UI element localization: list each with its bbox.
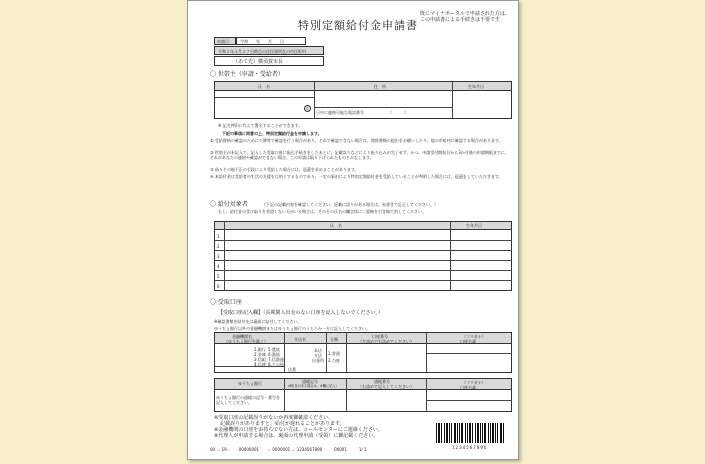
branch-type-2[interactable]: 支店 (314, 353, 322, 358)
consent-item-2: ② 世帯主が未記入で、記入した受取口座に振込手続きをしたあとに、記載誤りなどにより振り込みが完了せず、かつ、申請受付開始日から3か月後の申請期限までに、それがあなたの連絡や確認ができない場合、この申請は取り下げられたものとみなします。 (210, 150, 509, 160)
bank-type-6[interactable]: 6.漁協 (268, 352, 280, 357)
section-householder-heading: 〇 世帯主（申請・受給者） (210, 71, 284, 78)
bank-type-4[interactable]: 4.信連 (254, 362, 266, 367)
yucho-col-kana: 口座名義 (460, 385, 476, 390)
yucho-col-number: 通帳番号 (374, 379, 390, 384)
recipient-row-1: 1 (217, 234, 220, 239)
bank-type-2[interactable]: 2.金庫 (254, 352, 266, 357)
bank-col-account: 口座番号 (372, 334, 388, 339)
phone-label: 日中に連絡可能な電話番号 (316, 110, 364, 115)
yucho-col-symbol: 通帳記号 (302, 379, 318, 384)
account-heading: 【受取口座記入欄】（長期間入出金のない口座を記入しないでください。） (218, 310, 384, 316)
recipient-row-6: 6 (217, 284, 220, 289)
deposit-type-1[interactable]: 1.普通 (328, 351, 340, 356)
section-account-heading: 〇 受取口座 (210, 299, 242, 306)
seal-note: ※ 記名押印に代えて署名することができます。 (218, 123, 303, 128)
account-subnote-2: ゆうちょ銀行以外の金融機関またはゆうちょ銀行のうちらか一方に記入してください。 (214, 326, 370, 331)
bank-type-8[interactable]: 8.その他 (268, 362, 284, 367)
recipients-instruction-2: もし、給付金の受け取りを希望しない方がいる場合は、その方の氏名の欄全体に二重線を引き線で消してください。 (218, 209, 426, 214)
branch-type-3[interactable]: 出張所 (312, 358, 324, 363)
householder-col-birth: 生年月日 (468, 84, 484, 89)
recipient-row-2: 2 (217, 244, 220, 249)
apply-date-field[interactable]: 令和 年 月 日 (236, 37, 306, 45)
form-title: 特別定額給付金申請書 (298, 19, 418, 32)
yucho-col-kana-sub: （フリガナ） (462, 380, 486, 385)
bank-type-3[interactable]: 3.信組 (254, 357, 266, 362)
consent-item-4: ④ 本給付金は受給者の生活の支援を目的とするものであり、一定の事由により特別定額給付金を受給していることが判明した場合には、返還をしていただきます。 (210, 174, 503, 179)
consent-item-3: ③ 偽りその他不正の手段により受給した場合には、返還を求めることがあります。 (210, 167, 359, 172)
phone-field[interactable]: （ ） (388, 110, 408, 115)
recipients-col-birth: 生年月日 (466, 223, 482, 228)
bottom-code-line: 00 ＝ 19＝ 00000001 ＝ 0000001 ＝ 1234567890 00001 1/ 1 (210, 447, 367, 452)
consent-item-1: ① 受給資格の確認のために公簿等で確認を行う場合があり、それで確認できない場合は、関係書類の提出をお願いしたり、他の市町村に確認する場合があります。 (210, 138, 503, 143)
bank-col-kana: 口座名義 (460, 339, 476, 344)
account-subnote: ※確認書類を貼付先は裏面に貼付してください。 (214, 319, 302, 324)
deposit-type-2[interactable]: 2.当座 (328, 358, 340, 363)
footer-note-3: ※金融機関の口座をお持ちでない方は、コールセンターにご連絡ください。 (214, 427, 383, 433)
application-form-page (187, 0, 519, 460)
yucho-label: ゆうちょ銀行 (238, 381, 262, 386)
top-note-line2: この申請書による手続きは不要です (420, 17, 501, 23)
recipient-row-3: 3 (217, 254, 220, 259)
recipient-row-5: 5 (217, 274, 220, 279)
yucho-note: ゆうちょ銀行の通帳の記号・番号を記入してください。 (216, 395, 280, 405)
footer-note-2: 記載誤りがありますと、給付が遅れることがあります。 (220, 421, 345, 427)
top-note-line1: 既にマイナポータルで申請された方は、 (420, 11, 510, 17)
yucho-col-number-sub: （右詰めで記入してください） (358, 384, 414, 389)
branch-type-1[interactable]: 本店 (314, 348, 322, 353)
bank-col-type: 分類 (330, 337, 338, 342)
bank-col-kana-sub: （フリガナ） (462, 334, 486, 339)
branch-number-label: 店番 (288, 367, 296, 372)
recipient-row-4: 4 (217, 264, 220, 269)
apply-date-label-cell: 申請日 (214, 37, 236, 45)
bank-col-institution: 金融機関名 (232, 334, 252, 339)
yucho-col-symbol-sub: （6桁目がある場合は、※欄に記入） (286, 384, 339, 388)
addressee-cell: （あて先）横須賀市長 (214, 56, 324, 66)
householder-col-name: 氏 名 (258, 84, 270, 89)
section-recipients-heading: 〇 給付対象者 (210, 201, 248, 208)
consent-heading: 下記の事項に同意の上、特別定額給付金を申請します。 (222, 131, 322, 136)
barcode-number: 1234567890 (452, 445, 488, 450)
bank-col-institution-sub: （ゆうちょ銀行を除く） (224, 339, 268, 344)
recipients-col-name: 氏 名 (330, 223, 342, 228)
bank-type-1[interactable]: 1.銀行 (254, 347, 266, 352)
footer-note-1: ※受取口座の記載誤りがないか再度御確認ください。 (214, 415, 334, 421)
basis-line-cell: 令和２年４月２７日時点の住民票所在の市区町村 (214, 46, 324, 55)
bank-type-7[interactable]: 7.信漁連 (268, 357, 284, 362)
bank-type-5[interactable]: 5.農協 (268, 347, 280, 352)
barcode-image (436, 423, 510, 443)
bank-col-branch: 支店名 (294, 337, 306, 342)
seal-mark: 印 (305, 106, 310, 111)
recipients-instruction-1: （下記の記載内容を確認してください。記載に誤りがある場合は、朱書きで訂正してください。） (262, 202, 438, 207)
householder-col-address: 住 所 (374, 84, 386, 89)
bank-col-account-sub: （左詰めで右詰めでください） (358, 339, 414, 344)
footer-note-4: ※代理人が申請する場合は、裏面の代理申請（受領）に御記載ください。 (214, 433, 379, 439)
